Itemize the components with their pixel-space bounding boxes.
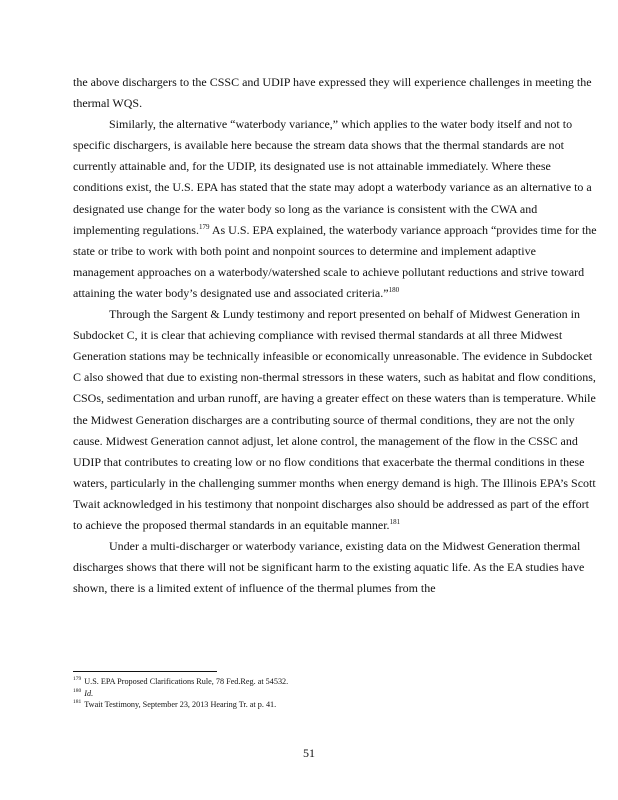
- page-number: 51: [303, 746, 315, 760]
- footnote-text: Id.: [84, 688, 94, 698]
- footnote-number: 180: [73, 687, 82, 694]
- footnote-reference: 180: [388, 285, 400, 294]
- paragraph-text: Through the Sargent & Lundy testimony and report presented on behalf of Midwest Generation in Subdocket C, it is clear that achieving compliance with revised thermal standards at all three Midwest Generation stations may be technically infeasible or economically unreasonable. The evidence in Subdocket C also showed that due to existing non-thermal stressors in these waters, such as habitat and flow conditions, CSOs, sedimentation and urban runoff, are having a greater effect on these waters than is temperature. While the Midwest Generation discharges are a contributing source of thermal conditions, they are not the only cause. Midwest Generation cannot adjust, let alone control, the management of the flow in the CSSC and UDIP that contributes to creating low or no flow conditions that exacerbate the thermal conditions in these waters, particularly in the challenging summer months when energy demand is high. The Illinois EPA’s Scott Twait acknowledged in his testimony that nonpoint discharges also should be addressed as part of the effort to achieve the proposed thermal standards in an equitable manner.: [73, 307, 596, 532]
- paragraph-p2: [73, 114, 600, 304]
- paragraph-p1: [73, 72, 600, 114]
- footnote: [73, 676, 600, 688]
- body-text: [73, 72, 600, 599]
- footnote-text: U.S. EPA Proposed Clarifications Rule, 78 Fed.Reg. at 54532.: [84, 677, 289, 686]
- paragraph-p3: [73, 304, 600, 536]
- footnotes: [73, 676, 600, 711]
- footnote-reference: 179: [198, 222, 210, 231]
- footnote: [73, 688, 600, 700]
- paragraph-text: Under a multi-discharger or waterbody variance, existing data on the Midwest Generation thermal discharges shows that there will not be significant harm to the existing aquatic life. As the EA studies have shown, there is a limited extent of influence of the thermal plumes from the: [73, 539, 585, 596]
- footnote-reference: 181: [389, 517, 401, 526]
- footnote-number: 181: [73, 699, 82, 706]
- footnote-separator: [73, 671, 217, 672]
- paragraph-text: As U.S. EPA explained, the waterbody variance approach “provides time for the state or tribe to work with both point and nonpoint sources to determine and implement adaptive management approaches on a waterbody/watershed scale to achieve pollutant reductions and strive toward attaining the water body’s designated use and associated criteria.”: [73, 222, 597, 300]
- footnote: [73, 699, 600, 711]
- footnote-text: Twait Testimony, September 23, 2013 Hearing Tr. at p. 41.: [84, 700, 277, 710]
- paragraph-p4: [73, 536, 600, 599]
- paragraph-text: Similarly, the alternative “waterbody variance,” which applies to the water body itself and not to specific dischargers, is available here because the stream data shows that the thermal standards are not currently attainable and, for the UDIP, its designated use is not attainable immediately. Where these conditions exist, the U.S. EPA has stated that the state may adopt a waterbody variance as an alternative to a designated use change for the water body so long as the variance is consistent with the CWA and implementing regulations.: [73, 117, 592, 237]
- footnote-number: 179: [73, 676, 82, 683]
- paragraph-text: the above dischargers to the CSSC and UDIP have expressed they will experience challenges in meeting the thermal WQS.: [73, 75, 592, 111]
